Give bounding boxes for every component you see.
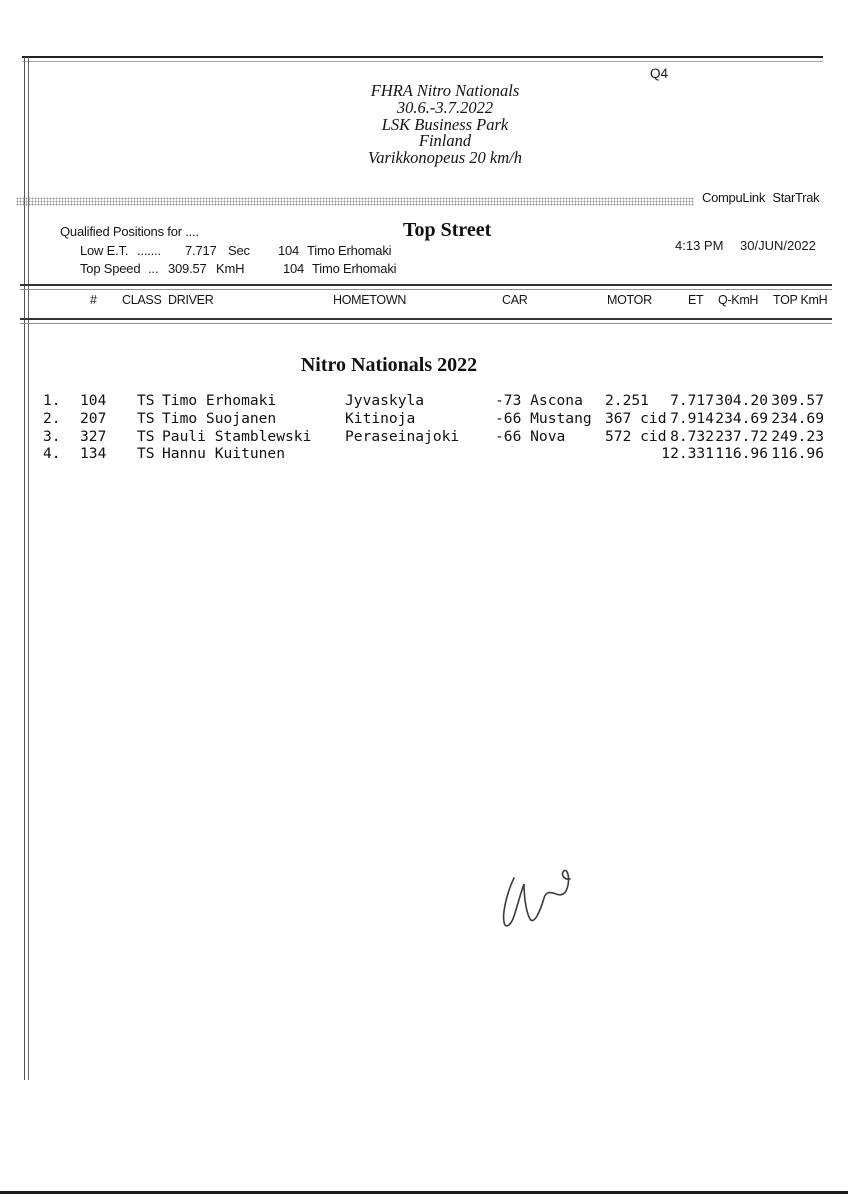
page-border-left — [24, 57, 29, 1080]
scan-edge-bottom — [0, 1191, 848, 1194]
cell-hometown: Peraseinajoki — [345, 427, 460, 445]
table-row — [43, 410, 824, 428]
top-speed-label: Top Speed — [80, 261, 141, 276]
top-speed-value: 309.57 — [168, 261, 207, 276]
page-border-top — [22, 56, 823, 62]
event-venue: LSK Business Park — [381, 114, 509, 134]
cell-motor — [605, 445, 658, 463]
low-et-dots: ....... — [137, 243, 161, 258]
col-header-car: CAR — [502, 293, 528, 307]
cell-car: -66 Mustang — [495, 409, 592, 427]
cell-rank: 2. — [43, 409, 61, 427]
print-date: 30/JUN/2022 — [740, 238, 816, 253]
cell-motor: 572 cid — [605, 427, 667, 445]
cell-hometown — [345, 445, 495, 463]
top-speed-driver: Timo Erhomaki — [312, 261, 397, 276]
cell-et: 7.914 — [670, 409, 714, 427]
low-et-car-number: 104 — [278, 243, 300, 258]
low-et-driver: Timo Erhomaki — [307, 243, 392, 258]
event-name: FHRA Nitro Nationals — [370, 81, 520, 100]
cell-number: 207 — [80, 409, 107, 427]
results-section-title: Nitro Nationals 2022 — [300, 354, 478, 376]
cell-q-kmh: 116.96 — [715, 445, 768, 463]
cell-top-kmh: 309.57 — [771, 392, 824, 409]
cell-q-kmh: 237.72 — [715, 427, 768, 445]
cell-number: 327 — [80, 427, 107, 445]
cell-class: TS — [137, 409, 155, 427]
cell-motor: 367 cid — [605, 409, 667, 427]
cell-et: 8.732 — [670, 427, 714, 445]
col-header-motor: MOTOR — [607, 293, 652, 307]
event-header — [320, 83, 570, 167]
cell-top-kmh: 249.23 — [771, 427, 824, 445]
cell-q-kmh: 234.69 — [715, 409, 768, 427]
low-et-value: 7.717 — [185, 243, 217, 258]
cell-q-kmh: 304.20 — [715, 392, 768, 409]
cell-top-kmh: 116.96 — [771, 445, 824, 463]
table-row — [43, 392, 824, 410]
col-header-hometown: HOMETOWN — [333, 293, 407, 307]
class-title: Top Street — [403, 219, 492, 241]
cell-top-kmh: 234.69 — [771, 409, 824, 427]
table-row — [43, 428, 824, 446]
cell-motor: 2.251 — [605, 392, 649, 409]
results-table — [43, 392, 824, 463]
event-country: Finland — [418, 131, 472, 151]
cell-class: TS — [137, 392, 155, 409]
separator-halftone-band — [16, 197, 694, 206]
timing-system-brand: CompuLink StarTrak — [702, 190, 820, 205]
col-header-et: ET — [688, 293, 704, 307]
col-header-q-kmh: Q-KmH — [718, 293, 759, 307]
table-rule-bottom — [20, 318, 832, 324]
cell-class: TS — [137, 445, 155, 463]
event-dates: 30.6.-3.7.2022 — [396, 97, 494, 117]
cell-hometown: Kitinoja — [345, 409, 416, 427]
cell-rank: 1. — [43, 392, 61, 409]
cell-class: TS — [137, 427, 155, 445]
col-header-number: # — [90, 293, 97, 307]
top-speed-dots: ... — [148, 261, 159, 276]
cell-car — [495, 445, 605, 463]
low-et-unit: Sec — [228, 243, 250, 258]
col-header-class: CLASS — [122, 293, 162, 307]
cell-rank: 3. — [43, 427, 61, 445]
cell-driver: Timo Erhomaki — [162, 392, 277, 409]
cell-et: 12.331 — [661, 445, 714, 463]
cell-car: -66 Nova — [495, 427, 566, 445]
cell-rank: 4. — [43, 445, 61, 463]
qualified-positions-label: Qualified Positions for .... — [60, 224, 199, 239]
print-time: 4:13 PM — [675, 238, 724, 253]
col-header-driver: DRIVER — [168, 293, 214, 307]
round-label: Q4 — [650, 66, 669, 81]
cell-number: 104 — [80, 392, 107, 409]
top-speed-unit: KmH — [216, 261, 245, 276]
low-et-label: Low E.T. — [80, 243, 129, 258]
col-header-top-kmh: TOP KmH — [773, 293, 828, 307]
signature-scribble — [494, 856, 586, 940]
cell-hometown: Jyvaskyla — [345, 392, 425, 409]
cell-number: 134 — [80, 445, 107, 463]
table-row — [43, 445, 824, 463]
cell-driver: Pauli Stamblewski — [162, 427, 312, 445]
table-rule-top — [20, 284, 832, 290]
event-pit-speed: Varikkonopeus 20 km/h — [368, 148, 522, 168]
top-speed-car-number: 104 — [283, 261, 305, 276]
cell-car: -73 Ascona — [495, 392, 583, 409]
cell-driver: Timo Suojanen — [162, 409, 277, 427]
cell-et: 7.717 — [670, 392, 714, 409]
cell-driver: Hannu Kuitunen — [162, 445, 286, 463]
